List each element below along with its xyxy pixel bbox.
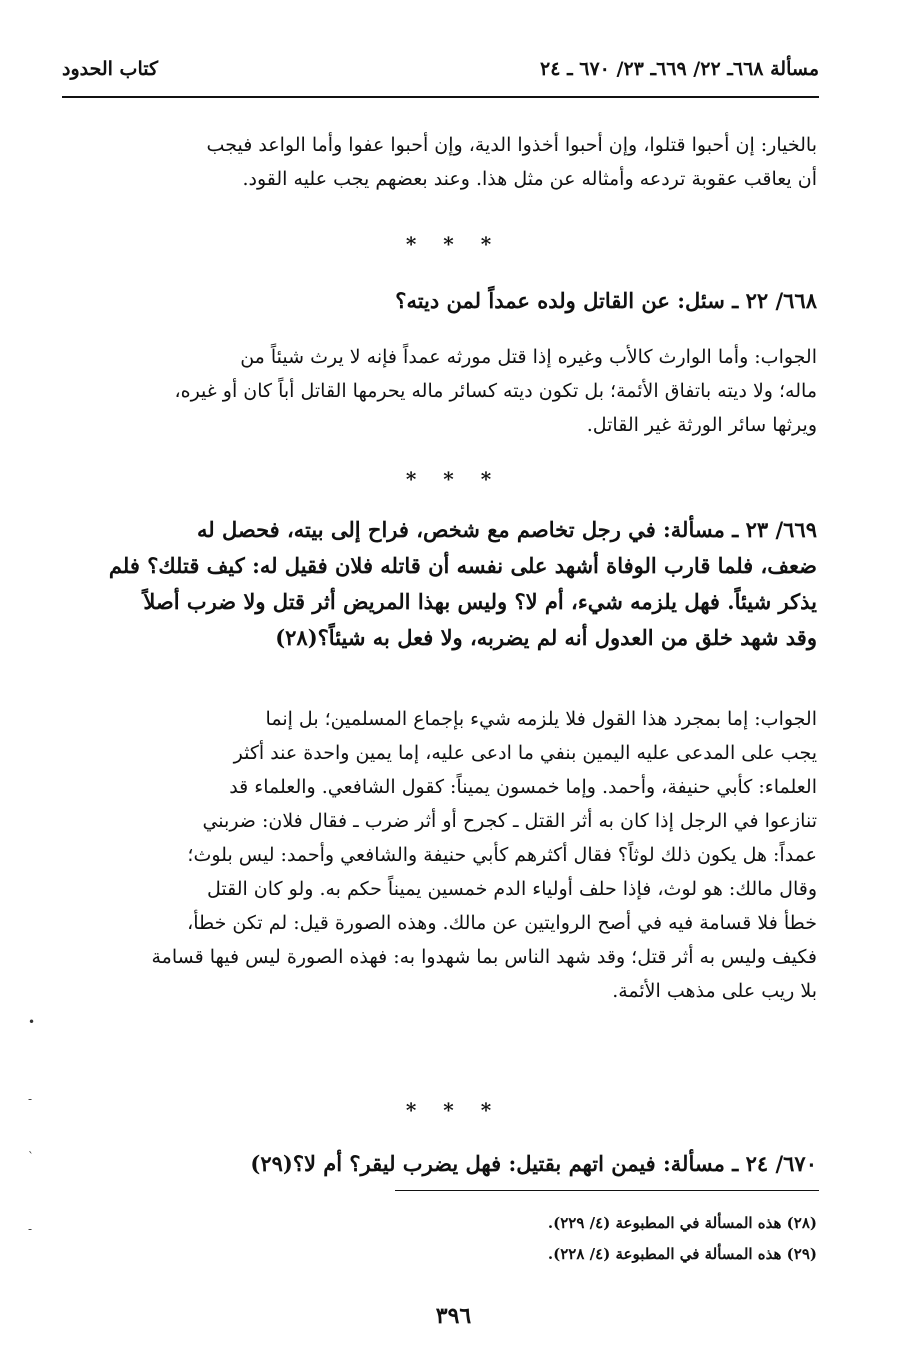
text-line: فكيف وليس به أثر قتل؛ وقد شهد الناس بما شهدوا به: فهذه الصورة ليس فيها قسامة	[151, 946, 817, 968]
header-divider	[62, 96, 819, 98]
text-line: أن يعاقب عقوبة تردعه وأمثاله عن مثل هذا. وعند بعضهم يجب عليه القود.	[242, 168, 817, 190]
issue-range: مسألة ٦٦٨ـ ٢٢/ ٦٦٩ـ ٢٣/ ٦٧٠ ـ ٢٤	[540, 58, 819, 80]
text-line: خطأ فلا قسامة فيه في أصح الروايتين عن مالك. وهذه الصورة قيل: لم تكن خطأ،	[187, 912, 817, 934]
text-line: عمداً: هل يكون ذلك لوثاً؟ فقال أكثرهم كأبي حنيفة والشافعي وأحمد: ليس بلوث؛	[187, 844, 817, 866]
footnote-divider	[395, 1190, 819, 1191]
footnote-29: (٢٩) هذه المسألة في المطبوعة (٤/ ٢٢٨).	[547, 1245, 817, 1263]
scan-speck: -	[28, 1222, 33, 1236]
question-text: ٦٦٨/ ٢٢ ـ سئل: عن القاتل ولده عمداً لمن ديته؟	[395, 288, 817, 313]
scan-speck: `	[28, 1150, 34, 1164]
text-line: بالخيار: إن أحبوا قتلوا، وإن أحبوا أخذوا الدية، وإن أحبوا عفوا وأما الواعد فيجب	[206, 134, 817, 156]
book-title: كتاب الحدود	[62, 58, 159, 80]
intro-paragraph	[68, 128, 817, 196]
text-line: يذكر شيئاً. فهل يلزمه شيء، أم لا؟ وليس بهذا المريض أثر قتل ولا ضرب أصلاً	[143, 589, 817, 614]
page-number: ٣٩٦	[435, 1303, 472, 1329]
question-669	[68, 512, 817, 656]
section-separator: * * *	[405, 232, 502, 256]
text-line: وقد شهد خلق من العدول أنه لم يضربه، ولا فعل به شيئاً؟(٢٨)	[275, 625, 817, 650]
text-line: تنازعوا في الرجل إذا كان به أثر القتل ـ كجرح أو أثر ضرب ـ فقال فلان: ضربني	[202, 810, 817, 832]
text-line: يجب على المدعى عليه اليمين بنفي ما ادعى عليه، إما يمين واحدة عند أكثر	[233, 742, 817, 764]
question-670	[200, 1146, 817, 1182]
text-line: الجواب: إما بمجرد هذا القول فلا يلزمه شيء بإجماع المسلمين؛ بل إنما	[265, 708, 817, 730]
section-separator: * * *	[405, 467, 502, 491]
answer-669	[68, 702, 817, 1008]
text-line: الجواب: وأما الوارث كالأب وغيره إذا قتل مورثه عمداً فإنه لا يرث شيئاً من	[240, 346, 817, 368]
scan-speck: •	[28, 1015, 36, 1029]
text-line: وقال مالك: هو لوث، فإذا حلف أولياء الدم خمسين يميناً حكم به. ولو كان القتل	[206, 878, 817, 900]
text-line: ضعف، فلما قارب الوفاة أشهد على نفسه أن قاتله فلان فقيل له: كيف قتلك؟ فلم	[108, 553, 817, 578]
answer-668	[68, 340, 817, 442]
scan-speck: -	[28, 1092, 33, 1106]
question-668	[68, 283, 817, 319]
text-line: ٦٦٩/ ٢٣ ـ مسألة: في رجل تخاصم مع شخص، فراح إلى بيته، فحصل له	[197, 517, 817, 542]
running-header	[62, 58, 819, 80]
text-line: ويرثها سائر الورثة غير القاتل.	[586, 414, 817, 436]
text-line: العلماء: كأبي حنيفة، وأحمد. وإما خمسون يميناً: كقول الشافعي. والعلماء قد	[229, 776, 817, 798]
section-separator: * * *	[405, 1098, 502, 1122]
question-text: ٦٧٠/ ٢٤ ـ مسألة: فيمن اتهم بقتيل: فهل يضرب ليقر؟ أم لا؟(٢٩)	[250, 1151, 817, 1176]
text-line: ماله؛ ولا ديته باتفاق الأئمة؛ بل تكون ديته كسائر ماله يحرمها القاتل أباً كان أو غيره،	[174, 380, 817, 402]
footnote-28: (٢٨) هذه المسألة في المطبوعة (٤/ ٢٢٩).	[547, 1214, 817, 1232]
text-line: بلا ريب على مذهب الأئمة.	[612, 980, 817, 1002]
